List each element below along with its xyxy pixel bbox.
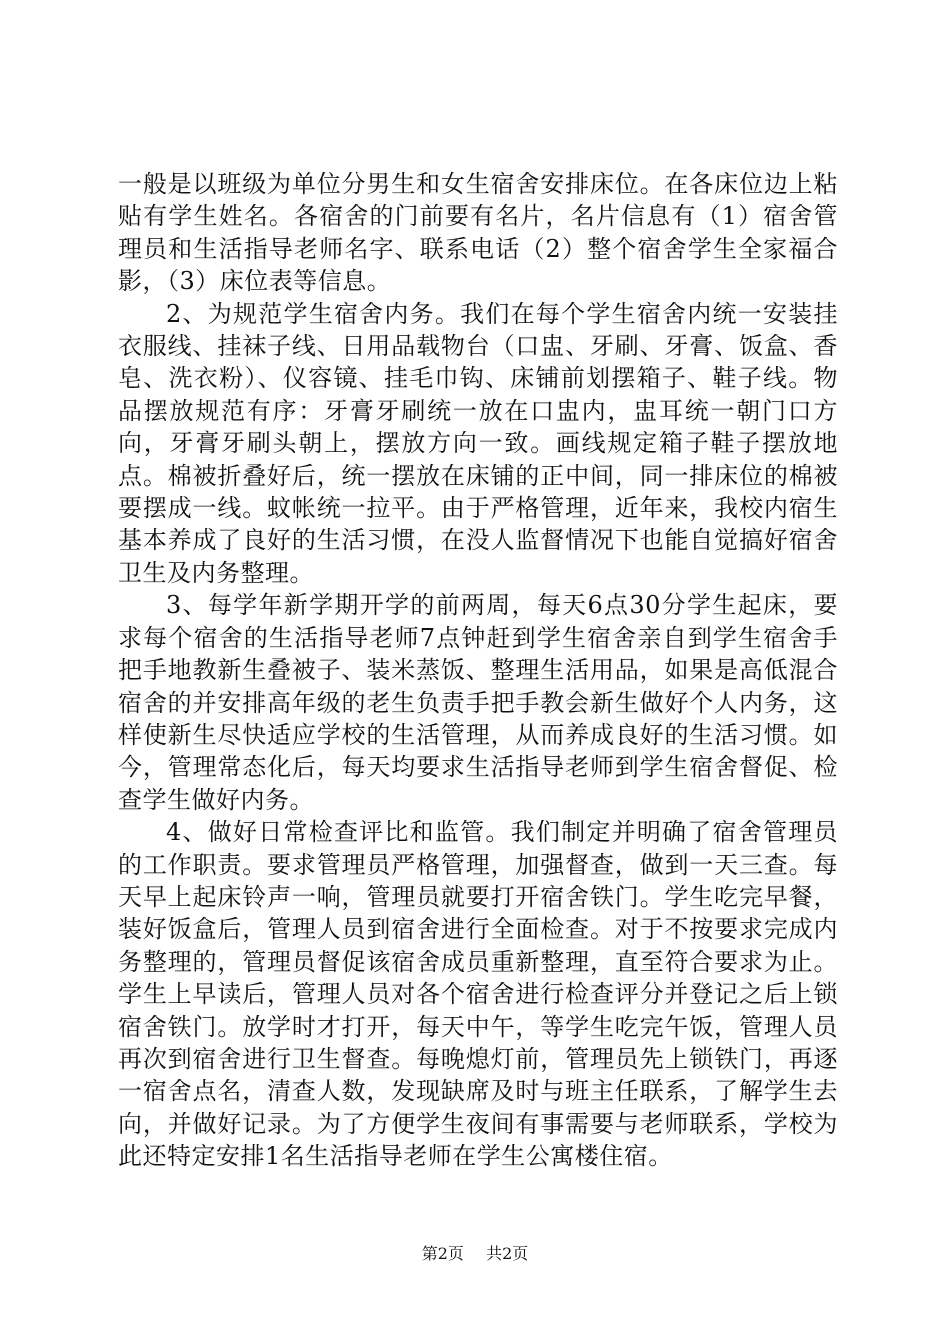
page-number-current: 第2页 xyxy=(421,1244,464,1263)
paragraph-3: 3、每学年新学期开学的前两周，每天6点30分学生起床，要求每个宿舍的生活指导老师7点钟赶到学生宿舍亲自到学生宿舍手把手地教新生叠被子、装米蒸饭、整理生活用品，如果是高低混合宿舍的并安排高年级的老生负责手把手教会新生做好个人内务，这样使新生尽快适应学校的生活管理，从而养成良好的生活习惯。如今，管理常态化后，每天均要求生活指导老师到学生宿舍督促、检查学生做好内务。 xyxy=(118,591,838,814)
page-footer xyxy=(0,1244,950,1264)
paragraph-1: 一般是以班级为单位分男生和女生宿舍安排床位。在各床位边上粘贴有学生姓名。各宿舍的门前要有名片，名片信息有（1）宿舍管理员和生活指导老师名字、联系电话（2）整个宿舍学生全家福合影，（3）床位表等信息。 xyxy=(118,170,838,296)
paragraph-2: 2、为规范学生宿舍内务。我们在每个学生宿舍内统一安装挂衣服线、挂袜子线、日用品载物台（口盅、牙刷、牙膏、饭盒、香皂、洗衣粉）、仪容镜、挂毛巾钩、床铺前划摆箱子、鞋子线。物品摆放规范有序：牙膏牙刷统一放在口盅内，盅耳统一朝门口方向，牙膏牙刷头朝上，摆放方向一致。画线规定箱子鞋子摆放地点。棉被折叠好后，统一摆放在床铺的正中间，同一排床位的棉被要摆成一线。蚊帐统一拉平。由于严格管理，近年来，我校内宿生基本养成了良好的生活习惯，在没人监督情况下也能自觉搞好宿舍卫生及内务整理。 xyxy=(118,299,838,587)
document-body xyxy=(118,168,838,1173)
page-number-total: 共2页 xyxy=(486,1244,529,1263)
paragraph-4: 4、做好日常检查评比和监管。我们制定并明确了宿舍管理员的工作职责。要求管理员严格管理，加强督查，做到一天三查。每天早上起床铃声一响，管理员就要打开宿舍铁门。学生吃完早餐，装好饭盒后，管理人员到宿舍进行全面检查。对于不按要求完成内务整理的，管理员督促该宿舍成员重新整理，直至符合要求为止。学生上早读后，管理人员对各个宿舍进行检查评分并登记之后上锁宿舍铁门。放学时才打开，每天中午，等学生吃完午饭，管理人员再次到宿舍进行卫生督查。每晚熄灯前，管理员先上锁铁门，再逐一宿舍点名，清查人数，发现缺席及时与班主任联系，了解学生去向，并做好记录。为了方便学生夜间有事需要与老师联系，学校为此还特定安排1名生活指导老师在学生公寓楼住宿。 xyxy=(118,818,838,1171)
